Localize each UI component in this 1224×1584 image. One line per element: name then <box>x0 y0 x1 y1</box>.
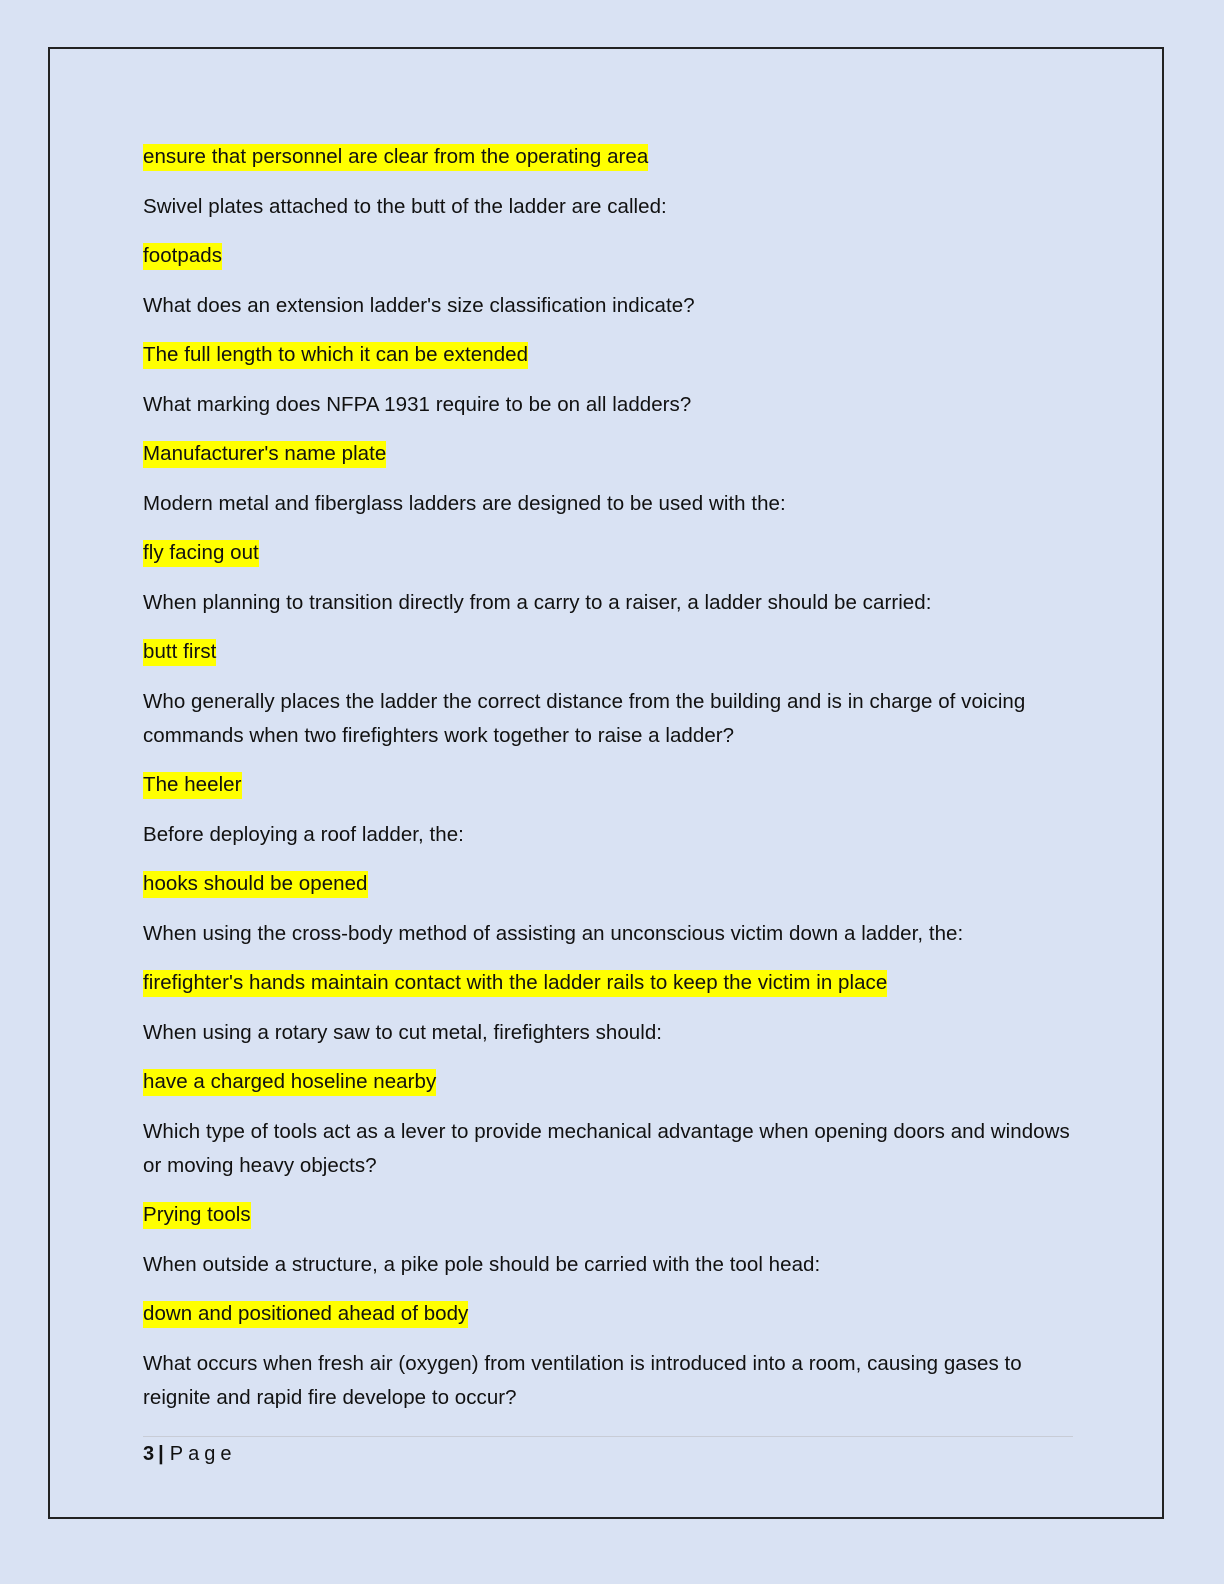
footer-separator: | <box>158 1443 164 1465</box>
answer-paragraph <box>143 1198 1073 1232</box>
highlighted-answer: footpads <box>143 243 222 270</box>
highlighted-answer: down and positioned ahead of body <box>143 1301 468 1328</box>
answer-paragraph <box>143 140 1073 174</box>
question-paragraph: What occurs when fresh air (oxygen) from ventilation is introduced into a room, causing gases to reignite and rapid fire develope to occur? <box>143 1351 1022 1409</box>
question-paragraph: Before deploying a roof ladder, the: <box>143 822 464 846</box>
highlighted-answer: Manufacturer's name plate <box>143 441 386 468</box>
answer-paragraph <box>143 536 1073 570</box>
question-paragraph: What does an extension ladder's size classification indicate? <box>143 293 695 317</box>
highlighted-answer: The heeler <box>143 772 242 799</box>
highlighted-answer: fly facing out <box>143 540 259 567</box>
highlighted-answer: butt first <box>143 639 216 666</box>
answer-paragraph <box>143 338 1073 372</box>
question-paragraph: What marking does NFPA 1931 require to be on all ladders? <box>143 392 692 416</box>
answer-paragraph <box>143 239 1073 273</box>
page-footer <box>143 1441 236 1467</box>
page-label: Page <box>169 1443 237 1465</box>
footer-divider <box>143 1436 1073 1437</box>
document-body <box>143 140 1073 1430</box>
question-paragraph: When using the cross-body method of assisting an unconscious victim down a ladder, the: <box>143 921 964 945</box>
answer-paragraph <box>143 867 1073 901</box>
answer-paragraph <box>143 437 1073 471</box>
question-paragraph: When using a rotary saw to cut metal, firefighters should: <box>143 1020 663 1044</box>
answer-paragraph <box>143 768 1073 802</box>
question-paragraph: Who generally places the ladder the correct distance from the building and is in charge of voicing commands when two firefighters work together to raise a ladder? <box>143 689 1026 747</box>
page-number: 3 <box>143 1443 155 1465</box>
question-paragraph: Swivel plates attached to the butt of the ladder are called: <box>143 194 667 218</box>
answer-paragraph <box>143 1297 1073 1331</box>
answer-paragraph <box>143 1065 1073 1099</box>
question-paragraph: When outside a structure, a pike pole should be carried with the tool head: <box>143 1252 821 1276</box>
highlighted-answer: Prying tools <box>143 1202 251 1229</box>
highlighted-answer: firefighter's hands maintain contact with the ladder rails to keep the victim in place <box>143 970 887 997</box>
highlighted-answer: hooks should be opened <box>143 871 368 898</box>
highlighted-answer: have a charged hoseline nearby <box>143 1069 436 1096</box>
question-paragraph: Which type of tools act as a lever to provide mechanical advantage when opening doors and windows or moving heavy objects? <box>143 1119 1070 1177</box>
answer-paragraph <box>143 635 1073 669</box>
answer-paragraph <box>143 966 1073 1000</box>
highlighted-answer: The full length to which it can be extended <box>143 342 528 369</box>
question-paragraph: When planning to transition directly from a carry to a raiser, a ladder should be carried: <box>143 590 932 614</box>
question-paragraph: Modern metal and fiberglass ladders are designed to be used with the: <box>143 491 786 515</box>
highlighted-answer: ensure that personnel are clear from the operating area <box>143 144 648 171</box>
